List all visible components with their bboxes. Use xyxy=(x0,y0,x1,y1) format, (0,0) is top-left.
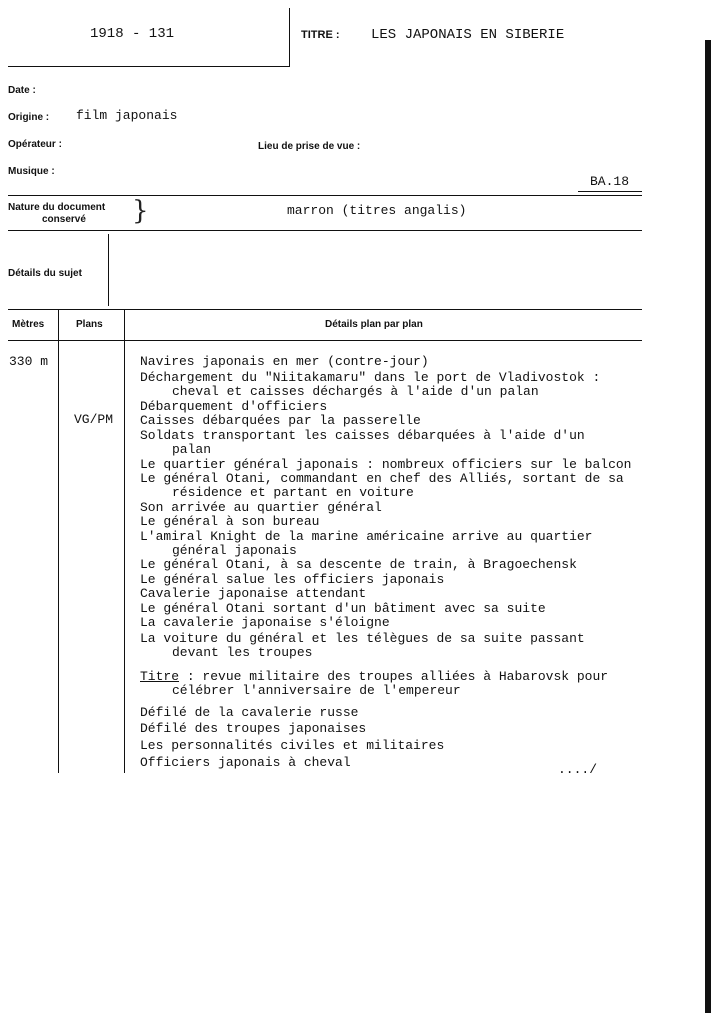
details-sujet-divider xyxy=(108,234,109,306)
list-item: Le quartier général japonais : nombreux officiers sur le balcon xyxy=(140,457,632,472)
list-item: cheval et caisses déchargés à l'aide d'un palan xyxy=(172,384,539,399)
titre-text: : revue militaire des troupes alliées à Habarovsk pour xyxy=(179,669,609,684)
date-label: Date : xyxy=(8,85,36,96)
list-item: palan xyxy=(172,442,212,457)
titre-keyword: Titre xyxy=(140,669,180,684)
list-item: Officiers japonais à cheval xyxy=(140,755,351,770)
origine-value: film japonais xyxy=(76,108,178,123)
origine-label: Origine : xyxy=(8,112,50,123)
details-sujet-label: Détails du sujet xyxy=(8,268,82,279)
list-item: devant les troupes xyxy=(172,645,313,660)
nature-top-rule xyxy=(8,195,642,196)
list-item: Cavalerie japonaise attendant xyxy=(140,586,367,601)
column-divider-1 xyxy=(58,310,59,773)
list-item: résidence et partant en voiture xyxy=(172,485,414,500)
list-item: Les personnalités civiles et militaires xyxy=(140,738,445,753)
metres-value: 330 m xyxy=(9,354,49,369)
reference-code: BA.18 xyxy=(590,174,630,189)
list-item-title xyxy=(140,670,608,684)
list-item: Le général Otani sortant d'un bâtiment avec sa suite xyxy=(140,601,546,616)
list-item: Le général à son bureau xyxy=(140,514,320,529)
column-header-plans: Plans xyxy=(76,319,103,330)
list-item: général japonais xyxy=(172,543,297,558)
list-item: Le général Otani, à sa descente de train, à Bragoechensk xyxy=(140,557,577,572)
list-item: La cavalerie japonaise s'éloigne xyxy=(140,615,390,630)
reference-underline xyxy=(578,191,642,192)
musique-label: Musique : xyxy=(8,166,55,177)
list-item: Défilé des troupes japonaises xyxy=(140,721,367,736)
header-underline xyxy=(8,66,290,67)
nature-brace-icon: } xyxy=(132,196,149,226)
column-divider-2 xyxy=(124,310,125,773)
column-header-metres: Mètres xyxy=(12,319,45,330)
nature-label-line1: Nature du document xyxy=(8,202,106,213)
list-item: La voiture du général et les télègues de sa suite passant xyxy=(140,631,585,646)
titre-label: TITRE : xyxy=(301,29,340,41)
nature-bottom-rule xyxy=(8,230,642,231)
page-edge-shadow xyxy=(705,0,711,1013)
list-item: Défilé de la cavalerie russe xyxy=(140,705,359,720)
titre-value: LES JAPONAIS EN SIBERIE xyxy=(371,27,565,43)
nature-value: marron (titres angalis) xyxy=(287,203,467,218)
list-item: L'amiral Knight de la marine américaine arrive au quartier xyxy=(140,529,593,544)
lieu-label: Lieu de prise de vue : xyxy=(258,141,361,152)
list-item: Navires japonais en mer (contre-jour) xyxy=(140,354,429,369)
list-item: Caisses débarquées par la passerelle xyxy=(140,413,421,428)
page-edge-gap xyxy=(705,0,711,40)
list-item: célébrer l'anniversaire de l'empereur xyxy=(172,683,461,698)
list-item: Le général salue les officiers japonais xyxy=(140,572,445,587)
table-top-rule xyxy=(8,309,642,310)
list-item: Débarquement d'officiers xyxy=(140,399,328,414)
document-code: 1918 - 131 xyxy=(90,26,175,42)
list-item: Soldats transportant les caisses débarquées à l'aide d'un xyxy=(140,428,585,443)
column-header-details: Détails plan par plan xyxy=(325,319,423,330)
continuation-mark: ..../ xyxy=(558,762,598,777)
nature-label-line2: conservé xyxy=(42,214,86,225)
header-divider xyxy=(289,8,290,66)
list-item: Son arrivée au quartier général xyxy=(140,500,382,515)
plans-value: VG/PM xyxy=(74,412,114,427)
operateur-label: Opérateur : xyxy=(8,139,62,150)
table-header-rule xyxy=(8,340,642,341)
list-item: Le général Otani, commandant en chef des Alliés, sortant de sa xyxy=(140,471,624,486)
list-item: Déchargement du "Niitakamaru" dans le port de Vladivostok : xyxy=(140,370,601,385)
